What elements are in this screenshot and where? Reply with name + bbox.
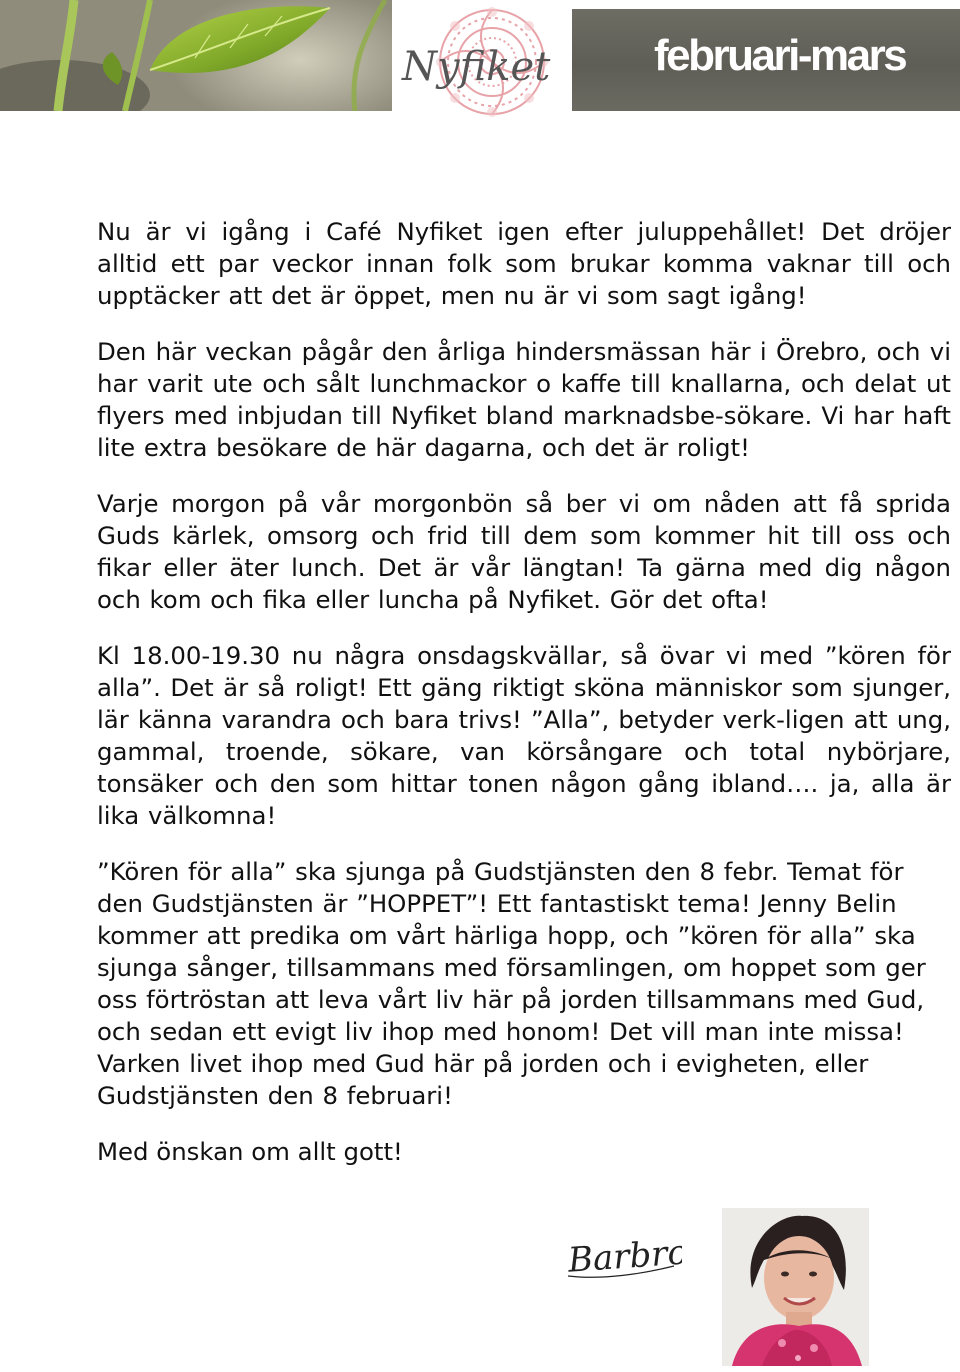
- svg-text:Barbro: Barbro: [566, 1232, 682, 1281]
- paragraph-service-hope: ”Kören för alla” ska sjunga på Gudstjänsten den 8 febr. Temat för den Gudstjänsten är ”HOPPET”! Ett fantastiskt tema! Jenny Belin kommer att predika om vårt härliga hopp, och ”kören för alla” ska sjunga sånger, tillsammans med församlingen, om hoppet som ger oss förtröstan att leva vårt liv här på jorden tillsammans med Gud, och sedan ett evigt liv ihop med honom! Det vill man inte missa! Varken livet ihop med Gud här på jorden och i evigheten, eller Gudstjänsten den 8 februari!: [97, 857, 926, 1110]
- author-portrait: [722, 1208, 869, 1366]
- nyfiket-logo: [392, 0, 572, 130]
- paragraph-cafe-reopened: Nu är vi igång i Café Nyfiket igen efter juluppehållet! Det dröjer alltid ett par veckor innan folk som brukar komma vaknar till och upptäcker att det är öppet, men nu är vi som sagt igång!: [97, 217, 951, 310]
- header-title-box: [572, 9, 960, 111]
- paragraph-morning-prayer: Varje morgon på vår morgonbön så ber vi om nåden att få sprida Guds kärlek, omsorg och frid till dem som kommer hit till oss och fikar eller äter lunch. Det är vår längtan! Ta gärna med dig någon och kom och fika eller luncha på Nyfiket. Gör det ofta!: [97, 489, 951, 614]
- signature-drawing: [562, 1218, 682, 1288]
- woman-portrait-illustration: [722, 1208, 869, 1366]
- issue-period-title: februari-mars: [654, 31, 906, 80]
- closing-greeting: Med önskan om allt gott!: [97, 1137, 403, 1166]
- leaf-photo-illustration: [0, 0, 392, 111]
- paragraph-choir-rehearsal: Kl 18.00-19.30 nu några onsdagskvällar, så övar vi med ”kören för alla”. Det är så roligt! Ett gäng riktigt sköna människor som sjunger, lär känna varandra och bara trivs! ”Alla”, betyder verk-ligen att ung, gammal, troende, sökare, van körsångare och total nybörjare, tonsäker och den som hittar tonen någon gång ibland…. ja, alla är lika välkomna!: [97, 641, 951, 830]
- logo-wordmark: Nyfiket: [402, 44, 551, 90]
- newsletter-body: [97, 216, 951, 1168]
- handwritten-signature: [562, 1218, 682, 1288]
- paragraph-hindersmassan: Den här veckan pågår den årliga hindersmässan här i Örebro, och vi har varit ute och sålt lunchmackor o kaffe till knallarna, och delat ut flyers med inbjudan till Nyfiket bland marknadsbe-sökare. Vi har haft lite extra besökare de här dagarna, och det är roligt!: [97, 337, 951, 462]
- lace-doily-icon: [392, 0, 572, 130]
- header-leaf-photo: [0, 0, 392, 111]
